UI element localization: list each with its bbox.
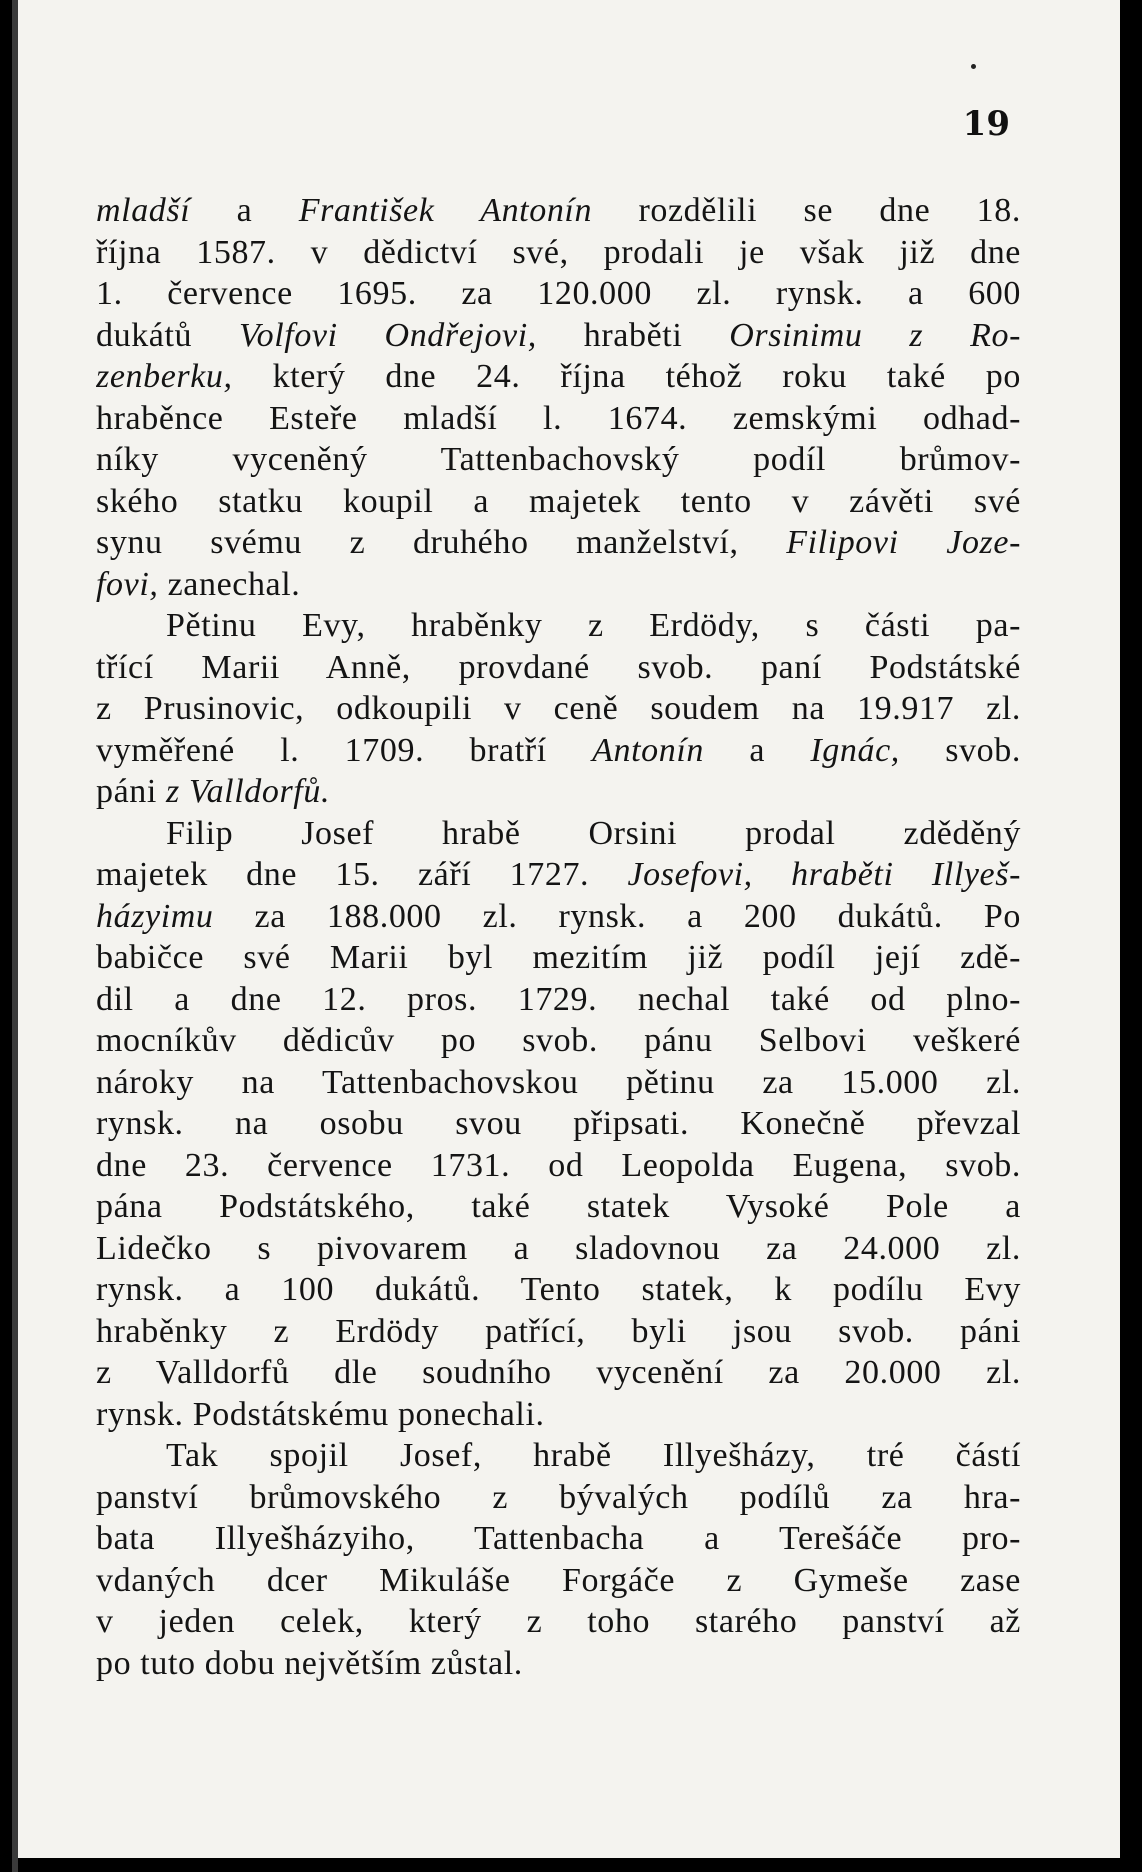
- text-line: [96, 647, 1021, 689]
- text-line: [96, 315, 1021, 357]
- text-line: [96, 1186, 1021, 1228]
- text-run: nároky na Tattenbachovskou pětinu za 15.000 zl.: [96, 1063, 1021, 1101]
- text-line: [96, 1352, 1021, 1394]
- text-line: [96, 522, 1021, 564]
- text-run: z Prusinovic, odkoupili v ceně soudem na 19.917 zl.: [96, 690, 1021, 727]
- text-run: hraběnce Esteře mladší l. 1674. zemskými odhad-: [96, 399, 1021, 437]
- text-line: [96, 688, 1021, 730]
- text-run: rynsk. Podstátskému ponechali.: [96, 1395, 545, 1433]
- book-page: [18, 0, 1120, 1858]
- text-run: pána Podstátského, také statek Vysoké Pole a: [96, 1188, 1021, 1225]
- text-run: svob.: [899, 731, 1021, 769]
- text-line: [96, 398, 1021, 440]
- italic-name: Ignác,: [810, 731, 900, 769]
- text-run: října 1587. v dědictví své, prodali je však již dne: [96, 233, 1021, 271]
- text-run: v jeden celek, který z toho starého panství až: [96, 1603, 1021, 1640]
- text-run: dne 23. července 1731. od Leopolda Eugena, svob.: [96, 1146, 1021, 1184]
- text-run: Pětinu Evy, hraběnky z Erdödy, s části pa-: [166, 607, 1021, 644]
- text-line: [96, 273, 1021, 315]
- text-line: [96, 1394, 1021, 1436]
- text-line: [96, 1228, 1021, 1270]
- body-text: [96, 190, 1021, 1684]
- text-line: [96, 854, 1021, 896]
- italic-name: fovi,: [96, 565, 159, 603]
- text-line: [96, 1477, 1021, 1519]
- italic-name: mladší: [96, 192, 191, 229]
- italic-name: Josefovi, hraběti Illyeš-: [627, 856, 1021, 893]
- text-line: [96, 1062, 1021, 1104]
- italic-name: Volfovi Ondřejovi,: [239, 316, 537, 354]
- text-line: [96, 1103, 1021, 1145]
- text-run: z Valldorfů dle soudního vycenění za 20.000 zl.: [96, 1354, 1021, 1391]
- text-line: [96, 771, 1021, 813]
- text-run: ského statku koupil a majetek tento v závěti své: [96, 482, 1021, 520]
- text-line: [96, 190, 1021, 232]
- text-run: třící Marii Anně, provdané svob. paní Podstátské: [96, 648, 1021, 686]
- text-line: [96, 1518, 1021, 1560]
- text-run: rozdělili se dne 18.: [592, 192, 1021, 229]
- text-run: bata Illyešházyiho, Tattenbacha a Terešáče pro-: [96, 1520, 1021, 1557]
- text-line: [96, 1311, 1021, 1353]
- text-line: [96, 1601, 1021, 1643]
- text-run: hraběti: [536, 316, 730, 354]
- text-line: [96, 896, 1021, 938]
- italic-name: František Antonín: [298, 192, 593, 229]
- text-run: vyměřené l. 1709. bratří: [96, 731, 593, 769]
- text-line: [96, 439, 1021, 481]
- text-run: za 188.000 zl. rynsk. a 200 dukátů. Po: [213, 897, 1021, 935]
- text-run: níky vyceněný Tattenbachovský podíl brůmov-: [96, 441, 1021, 478]
- text-run: rynsk. a 100 dukátů. Tento statek, k podílu Evy: [96, 1271, 1021, 1308]
- text-run: a: [703, 731, 811, 769]
- text-line: [96, 1145, 1021, 1187]
- text-line: [96, 1435, 1021, 1477]
- text-run: dukátů: [96, 316, 240, 354]
- text-run: majetek dne 15. září 1727.: [96, 856, 628, 893]
- text-line: [96, 979, 1021, 1021]
- text-line: [96, 937, 1021, 979]
- text-run: Lidečko s pivovarem a sladovnou za 24.000 zl.: [96, 1229, 1021, 1267]
- text-run: synu svému z druhého manželství,: [96, 524, 787, 561]
- text-run: 1. července 1695. za 120.000 zl. rynsk. a 600: [96, 275, 1021, 312]
- text-line: [96, 1643, 1021, 1685]
- text-run: rynsk. na osobu svou připsati. Konečně převzal: [96, 1105, 1021, 1142]
- text-run: dil a dne 12. pros. 1729. nechal také od plno-: [96, 980, 1021, 1018]
- print-speck: [971, 64, 976, 69]
- text-run: vdaných dcer Mikuláše Forgáče z Gymeše zase: [96, 1561, 1021, 1599]
- text-run: panství brůmovského z bývalých podílů za hra-: [96, 1478, 1021, 1516]
- text-run: po tuto dobu největším zůstal.: [96, 1644, 523, 1682]
- text-line: [96, 1269, 1021, 1311]
- text-run: Tak spojil Josef, hrabě Illyešházy, tré částí: [166, 1437, 1021, 1474]
- italic-name: Orsinimu z Ro-: [729, 316, 1021, 354]
- italic-name: házyimu: [96, 897, 214, 935]
- text-run: který dne 24. října téhož roku také po: [232, 358, 1021, 395]
- text-run: páni: [96, 773, 167, 810]
- text-run: hraběnky z Erdödy patřící, byli jsou svob. páni: [96, 1312, 1021, 1350]
- text-line: [96, 564, 1021, 606]
- text-line: [96, 605, 1021, 647]
- italic-name: z Valldorfů.: [166, 773, 331, 810]
- page-number: 19: [962, 104, 1010, 144]
- text-line: [96, 730, 1021, 772]
- text-line: [96, 481, 1021, 523]
- text-run: babičce své Marii byl mezitím již podíl její zdě-: [96, 939, 1021, 976]
- italic-name: zenberku,: [96, 358, 233, 395]
- text-line: [96, 1560, 1021, 1602]
- text-line: [96, 1020, 1021, 1062]
- italic-name: Filipovi Joze-: [786, 524, 1021, 561]
- text-run: mocníkův dědicův po svob. pánu Selbovi veškeré: [96, 1022, 1021, 1059]
- text-line: [96, 813, 1021, 855]
- text-run: a: [190, 192, 299, 229]
- text-line: [96, 232, 1021, 274]
- text-run: zanechal.: [158, 565, 301, 603]
- italic-name: Antonín: [592, 731, 704, 769]
- text-run: Filip Josef hrabě Orsini prodal zděděný: [166, 814, 1021, 852]
- text-line: [96, 356, 1021, 398]
- page-edge-right: [1120, 0, 1142, 1872]
